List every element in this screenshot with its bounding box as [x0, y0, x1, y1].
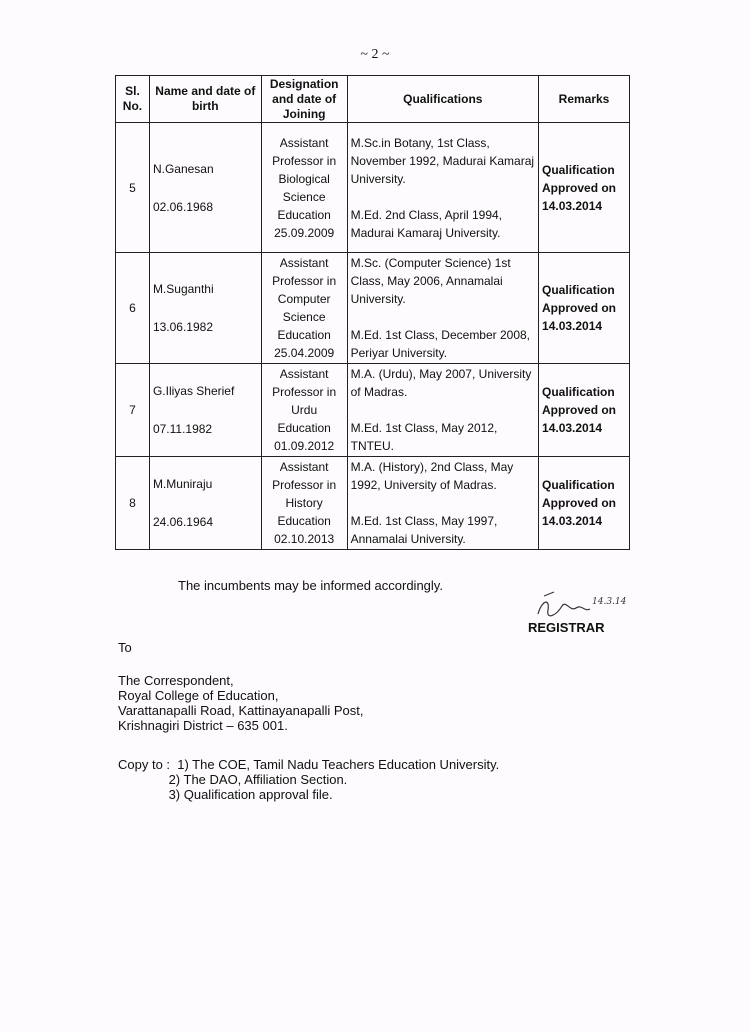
- person-name: G.Iliyas Sherief: [152, 384, 235, 398]
- registrar-signature: [532, 590, 627, 624]
- designation-line: 25.04.2009: [274, 346, 335, 360]
- remarks-line: 14.03.2014: [542, 319, 603, 333]
- table-row: [116, 364, 630, 457]
- designation-line: Science: [282, 310, 326, 324]
- designation-line: Assistant: [279, 367, 329, 381]
- row-designation: [261, 123, 347, 253]
- designation-line: Assistant: [279, 135, 329, 150]
- qualification-entry: M.A. (History), 2nd Class, May 1992, University of Madras.: [350, 460, 514, 492]
- signature-date: 14.3.14: [592, 597, 627, 607]
- row-remarks: [539, 123, 630, 253]
- copy-to-item: Copy to : 1) The COE, Tamil Nadu Teachers Education University.: [118, 757, 500, 772]
- designation-line: 25.09.2009: [274, 225, 335, 240]
- row-name-dob: [149, 253, 261, 364]
- address-line: The Correspondent,: [118, 673, 234, 688]
- row-name-dob: [149, 123, 261, 253]
- row-designation: [261, 457, 347, 550]
- row-name-dob: [149, 364, 261, 457]
- designation-line: Professor in: [272, 274, 337, 288]
- copy-to-list: [118, 757, 499, 802]
- row-sl-no: 7: [116, 364, 150, 457]
- designation-line: Education: [277, 328, 331, 342]
- designation-line: Computer: [277, 292, 331, 306]
- copy-to-item: 3) Qualification approval file.: [118, 787, 333, 802]
- designation-line: Professor in: [272, 478, 337, 492]
- row-remarks: [539, 364, 630, 457]
- designation-line: Professor in: [272, 153, 337, 168]
- date-of-birth: 02.06.1968: [152, 199, 213, 214]
- designation-line: Assistant: [279, 256, 329, 270]
- designation-line: Education: [277, 421, 331, 435]
- table-header-row: [116, 76, 630, 123]
- remarks-line: Qualification: [542, 283, 615, 297]
- date-of-birth: 07.11.1982: [152, 422, 213, 436]
- row-sl-no: 6: [116, 253, 150, 364]
- row-sl-no: 8: [116, 457, 150, 550]
- remarks-line: Approved on: [542, 301, 617, 315]
- address-line: Varattanapalli Road, Kattinayanapalli Post,: [118, 703, 364, 718]
- row-remarks: [539, 457, 630, 550]
- qualification-spacer: [351, 188, 535, 206]
- to-label: To: [118, 640, 132, 655]
- qualification-entry: M.Sc.in Botany, 1st Class, November 1992, Madurai Kamaraj University.: [350, 135, 535, 186]
- address-line: Krishnagiri District – 635 001.: [118, 718, 288, 733]
- designation-line: 02.10.2013: [274, 532, 335, 546]
- recipient-address: [118, 673, 363, 733]
- row-remarks: [539, 253, 630, 364]
- remarks-line: 14.03.2014: [542, 514, 603, 528]
- remarks-line: Approved on: [542, 180, 617, 195]
- remarks-line: Approved on: [542, 403, 617, 417]
- header-sl-no: Sl. No.: [116, 76, 150, 123]
- date-of-birth: 24.06.1964: [152, 515, 213, 529]
- table-row: [116, 457, 630, 550]
- designation-line: Assistant: [279, 460, 329, 474]
- remarks-line: 14.03.2014: [542, 198, 603, 213]
- qualification-entry: M.Ed. 1st Class, May 1997, Annamalai University.: [350, 514, 498, 546]
- header-remarks: Remarks: [539, 76, 630, 123]
- qualification-table: [115, 75, 630, 550]
- designation-line: Education: [277, 207, 331, 222]
- remarks-line: Qualification: [542, 478, 615, 492]
- remarks-line: 14.03.2014: [542, 421, 603, 435]
- remarks-line: Qualification: [542, 162, 615, 177]
- person-name: M.Suganthi: [152, 282, 214, 296]
- table-row: [116, 123, 630, 253]
- row-designation: [261, 253, 347, 364]
- row-name-dob: [149, 457, 261, 550]
- address-line: Royal College of Education,: [118, 688, 279, 703]
- designation-line: History: [285, 496, 323, 510]
- qualification-spacer: [351, 494, 535, 512]
- row-sl-no: 5: [116, 123, 150, 253]
- header-designation: Designation and date of Joining: [261, 76, 347, 123]
- designation-line: 01.09.2012: [274, 439, 335, 453]
- qualification-entry: M.Ed. 1st Class, December 2008, Periyar University.: [350, 328, 531, 360]
- date-of-birth: 13.06.1982: [152, 320, 213, 334]
- header-qualifications: Qualifications: [347, 76, 538, 123]
- copy-to-item: 2) The DAO, Affiliation Section.: [118, 772, 348, 787]
- remarks-line: Qualification: [542, 385, 615, 399]
- designation-line: Science: [282, 189, 326, 204]
- header-name: Name and date of birth: [149, 76, 261, 123]
- row-designation: [261, 364, 347, 457]
- row-qualifications: [347, 457, 538, 550]
- registrar-label: REGISTRAR: [528, 620, 605, 635]
- person-name: N.Ganesan: [152, 161, 214, 176]
- remarks-line: Approved on: [542, 496, 617, 510]
- row-qualifications: [347, 253, 538, 364]
- note-text: The incumbents may be informed accordingly.: [178, 578, 443, 593]
- qualification-spacer: [351, 401, 535, 419]
- table-row: [116, 253, 630, 364]
- qualification-entry: M.A. (Urdu), May 2007, University of Madras.: [350, 367, 532, 399]
- row-qualifications: [347, 123, 538, 253]
- designation-line: Education: [277, 514, 331, 528]
- designation-line: Biological: [278, 171, 330, 186]
- row-qualifications: [347, 364, 538, 457]
- qualification-entry: M.Ed. 1st Class, May 2012, TNTEU.: [350, 421, 498, 453]
- qualification-entry: M.Sc. (Computer Science) 1st Class, May 2006, Annamalai University.: [350, 256, 511, 306]
- person-name: M.Muniraju: [152, 477, 213, 491]
- page-number: ~ 2 ~: [360, 47, 390, 62]
- designation-line: Urdu: [291, 403, 318, 417]
- designation-line: Professor in: [272, 385, 337, 399]
- qualification-spacer: [351, 308, 535, 326]
- qualification-entry: M.Ed. 2nd Class, April 1994, Madurai Kamaraj University.: [350, 207, 503, 240]
